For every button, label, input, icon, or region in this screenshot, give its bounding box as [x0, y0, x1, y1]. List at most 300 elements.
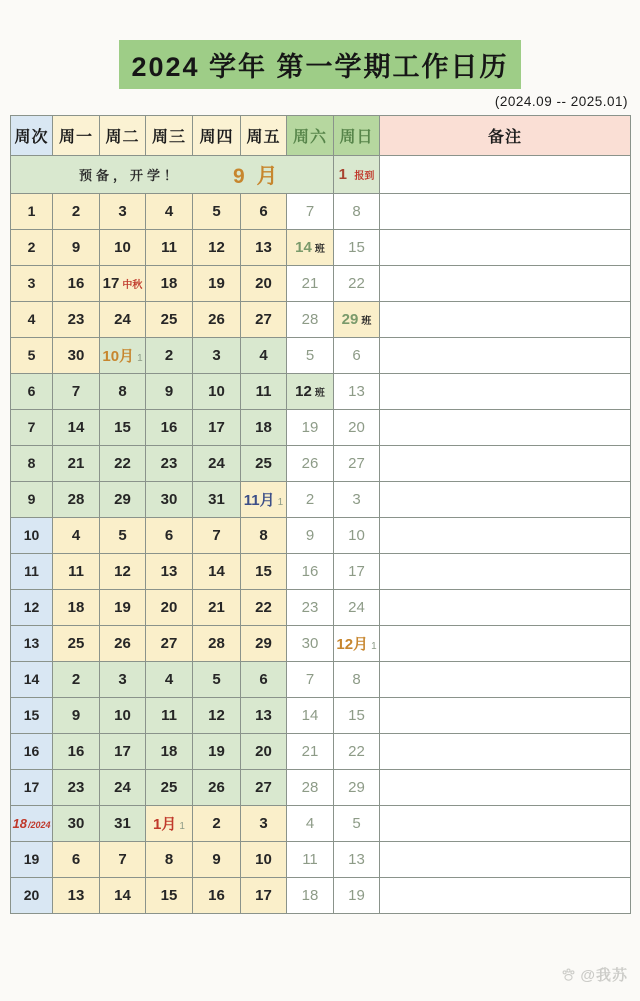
day-cell: [334, 590, 380, 626]
day-cell: [287, 338, 334, 374]
day-cell: [146, 770, 193, 806]
day-cell: [53, 770, 100, 806]
day-cell: [146, 554, 193, 590]
day-number: 29: [255, 634, 272, 652]
day-number: 20: [160, 598, 178, 616]
day-number: 26: [208, 310, 225, 328]
week-number-cell: [11, 482, 53, 518]
date-range: (2024.09 -- 2025.01): [494, 94, 628, 109]
day-cell: [193, 410, 241, 446]
day-number: 11: [161, 706, 177, 724]
day-number: 3: [259, 814, 268, 832]
day-number: 2: [212, 814, 221, 832]
day-number: 13: [255, 706, 272, 724]
day-suffix: 报到: [354, 170, 375, 182]
day-cell: [100, 878, 146, 914]
day-number: 11: [255, 382, 272, 400]
week-row: [11, 698, 631, 734]
day-cell: [287, 410, 334, 446]
day-number: 26: [301, 454, 319, 472]
day-cell: [193, 698, 241, 734]
day-cell: [241, 194, 287, 230]
day-number: 19: [208, 742, 225, 760]
header-week: 周次: [11, 116, 53, 156]
day-number: 12: [23, 598, 40, 615]
day-cell: [241, 806, 287, 842]
day-cell: [287, 446, 334, 482]
day-number: 10: [114, 238, 131, 256]
day-cell: [193, 590, 241, 626]
day-number: 22: [255, 598, 272, 616]
day-suffix: 班: [314, 387, 325, 399]
day-number: 15: [255, 562, 272, 580]
day-number: 20: [348, 418, 365, 436]
day-number: 22: [348, 742, 365, 760]
week-row: [11, 302, 631, 338]
week-number-cell: [11, 374, 53, 410]
day-number: 23: [160, 454, 178, 472]
day-number: 13: [67, 886, 85, 904]
day-number: 19: [23, 850, 40, 867]
day-cell: [53, 662, 100, 698]
day-number: 16: [160, 418, 178, 436]
day-number: 5: [352, 814, 361, 832]
day-cell: [241, 698, 287, 734]
day-number: 11: [302, 850, 318, 868]
day-cell: [287, 770, 334, 806]
day-number: 15: [23, 706, 40, 723]
day-cell: [193, 734, 241, 770]
day-cell: [146, 410, 193, 446]
day-suffix: 1: [137, 353, 143, 364]
report-day-cell: [334, 156, 380, 194]
day-cell: [334, 554, 380, 590]
day-cell: [53, 230, 100, 266]
week-number-cell: [11, 734, 53, 770]
day-cell: [241, 266, 287, 302]
day-number: 1: [338, 165, 347, 183]
day-cell: [193, 806, 241, 842]
day-number: 20: [255, 742, 272, 760]
day-cell: [287, 806, 334, 842]
day-cell: [146, 374, 193, 410]
day-number: 23: [67, 310, 85, 328]
day-number: 16: [67, 742, 85, 760]
day-number: 10: [348, 526, 365, 544]
day-number: 5: [212, 202, 221, 220]
day-cell: [100, 626, 146, 662]
day-cell: [53, 266, 100, 302]
calendar-table: [10, 115, 631, 914]
day-cell: [287, 374, 334, 410]
day-number: 30: [67, 814, 85, 832]
day-cell: [53, 482, 100, 518]
day-cell: [334, 734, 380, 770]
remark-cell: [380, 482, 631, 518]
day-cell: [334, 626, 380, 662]
day-number: 9: [27, 490, 36, 507]
day-cell: [193, 302, 241, 338]
day-cell: [100, 374, 146, 410]
day-number: 8: [352, 202, 361, 220]
day-number: 23: [67, 778, 85, 796]
day-suffix: /2024: [27, 819, 51, 830]
day-number: 27: [348, 454, 365, 472]
day-number: 28: [67, 490, 85, 508]
week-number-cell: [11, 518, 53, 554]
day-number: 27: [160, 634, 178, 652]
day-number: 6: [352, 346, 361, 364]
day-number: 28: [301, 778, 319, 796]
day-cell: [287, 878, 334, 914]
day-cell: [53, 842, 100, 878]
day-number: 21: [301, 742, 319, 760]
day-cell: [53, 338, 100, 374]
header-thu: 周四: [193, 116, 241, 156]
remark-cell: [380, 698, 631, 734]
day-cell: [241, 410, 287, 446]
day-cell: [146, 230, 193, 266]
remark-cell: [380, 338, 631, 374]
day-number: 14: [114, 886, 131, 904]
week-number-cell: [11, 302, 53, 338]
day-cell: [53, 194, 100, 230]
remark-cell: [380, 156, 631, 194]
day-cell: [287, 302, 334, 338]
remark-cell: [380, 878, 631, 914]
day-cell: [287, 230, 334, 266]
day-number: 3: [27, 274, 36, 291]
remark-cell: [380, 518, 631, 554]
week-row: [11, 410, 631, 446]
day-number: 8: [118, 382, 127, 400]
day-number: 29: [348, 778, 365, 796]
day-cell: [334, 842, 380, 878]
day-number: 6: [259, 670, 268, 688]
day-cell: [241, 338, 287, 374]
week-number-cell: [11, 410, 53, 446]
day-number: 31: [114, 814, 131, 832]
day-number: 19: [301, 418, 319, 436]
day-cell: [241, 770, 287, 806]
day-number: 11月: [243, 492, 275, 509]
day-cell: [241, 374, 287, 410]
day-number: 28: [208, 634, 225, 652]
header-remark: 备注: [380, 116, 631, 156]
day-cell: [287, 266, 334, 302]
day-number: 4: [164, 202, 174, 220]
week-number-cell: [11, 626, 53, 662]
day-number: 12月: [336, 636, 369, 653]
day-number: 26: [208, 778, 225, 796]
week-row: [11, 842, 631, 878]
day-number: 12: [295, 382, 312, 400]
day-cell: [100, 266, 146, 302]
day-cell: [287, 626, 334, 662]
header-tue: 周二: [100, 116, 146, 156]
week-row: [11, 770, 631, 806]
day-number: 27: [255, 310, 272, 328]
day-cell: [146, 590, 193, 626]
remark-cell: [380, 194, 631, 230]
week-number-cell: [11, 194, 53, 230]
day-number: 18: [255, 418, 272, 436]
remark-cell: [380, 410, 631, 446]
day-cell: [53, 698, 100, 734]
day-cell: [334, 482, 380, 518]
header-mon: 周一: [53, 116, 100, 156]
day-cell: [241, 518, 287, 554]
day-number: 10: [114, 706, 131, 724]
day-cell: [241, 446, 287, 482]
week-number-cell: [11, 806, 53, 842]
day-cell: [193, 266, 241, 302]
day-cell: [287, 554, 334, 590]
day-cell: [241, 482, 287, 518]
day-number: 5: [118, 526, 127, 544]
day-cell: [287, 734, 334, 770]
day-number: 14: [295, 238, 312, 256]
day-cell: [100, 410, 146, 446]
day-number: 25: [160, 310, 178, 328]
week-row: [11, 338, 631, 374]
day-number: 15: [348, 238, 365, 256]
day-cell: [100, 302, 146, 338]
day-number: 9: [305, 526, 315, 544]
day-cell: [241, 302, 287, 338]
day-cell: [334, 338, 380, 374]
day-number: 23: [301, 598, 319, 616]
day-number: 13: [348, 382, 365, 400]
day-number: 15: [114, 418, 131, 436]
day-number: 31: [208, 490, 225, 508]
day-number: 9: [71, 238, 81, 256]
day-cell: [53, 518, 100, 554]
day-cell: [53, 374, 100, 410]
day-number: 17: [23, 778, 40, 795]
day-cell: [241, 554, 287, 590]
title-bar: [0, 40, 640, 89]
day-cell: [100, 590, 146, 626]
day-number: 3: [118, 202, 127, 220]
day-cell: [100, 194, 146, 230]
day-number: 4: [71, 526, 81, 544]
day-cell: [100, 518, 146, 554]
day-number: 17: [348, 562, 365, 580]
day-number: 3: [118, 670, 127, 688]
day-cell: [146, 842, 193, 878]
day-cell: [100, 770, 146, 806]
day-number: 16: [23, 742, 40, 759]
day-cell: [287, 662, 334, 698]
day-cell: [241, 662, 287, 698]
day-number: 28: [301, 310, 319, 328]
day-number: 13: [255, 238, 272, 256]
header-sun: 周日: [334, 116, 380, 156]
day-cell: [241, 626, 287, 662]
day-cell: [287, 482, 334, 518]
day-cell: [146, 302, 193, 338]
day-cell: [146, 806, 193, 842]
day-cell: [287, 518, 334, 554]
day-number: 16: [301, 562, 319, 580]
week-row: [11, 374, 631, 410]
day-cell: [193, 230, 241, 266]
day-cell: [53, 878, 100, 914]
day-number: 29: [114, 490, 131, 508]
remark-cell: [380, 770, 631, 806]
week-number-cell: [11, 662, 53, 698]
day-cell: [100, 338, 146, 374]
month-row: [11, 156, 631, 194]
remark-cell: [380, 446, 631, 482]
day-number: 5: [305, 346, 315, 364]
remark-cell: [380, 590, 631, 626]
day-number: 19: [114, 598, 131, 616]
day-number: 21: [301, 274, 319, 292]
day-number: 8: [259, 526, 268, 544]
day-number: 14: [23, 670, 40, 687]
day-number: 12: [208, 706, 225, 724]
day-cell: [100, 806, 146, 842]
paw-icon: [560, 966, 577, 983]
week-number-cell: [11, 770, 53, 806]
day-suffix: 班: [314, 243, 325, 255]
day-suffix: 中秋: [122, 279, 143, 291]
remark-cell: [380, 842, 631, 878]
day-number: 14: [301, 706, 319, 724]
day-number: 14: [208, 562, 225, 580]
header-wed: 周三: [146, 116, 193, 156]
day-number: 6: [71, 850, 81, 868]
day-number: 20: [255, 274, 272, 292]
day-number: 14: [67, 418, 85, 436]
week-number-cell: [11, 554, 53, 590]
remark-cell: [380, 626, 631, 662]
day-number: 19: [208, 274, 225, 292]
day-number: 21: [208, 598, 225, 616]
day-cell: [193, 662, 241, 698]
week-row: [11, 590, 631, 626]
day-number: 12: [208, 238, 225, 256]
day-number: 25: [67, 634, 85, 652]
day-cell: [193, 842, 241, 878]
week-row: [11, 554, 631, 590]
week-row: [11, 446, 631, 482]
day-cell: [334, 194, 380, 230]
day-cell: [146, 482, 193, 518]
day-number: 26: [114, 634, 131, 652]
day-cell: [287, 698, 334, 734]
day-cell: [193, 770, 241, 806]
day-number: 19: [348, 886, 365, 904]
day-number: 9: [164, 382, 174, 400]
day-cell: [100, 554, 146, 590]
day-number: 11: [68, 562, 84, 580]
day-number: 18: [12, 815, 27, 831]
day-cell: [334, 374, 380, 410]
day-number: 11: [161, 238, 177, 256]
day-cell: [334, 410, 380, 446]
day-cell: [53, 410, 100, 446]
day-cell: [146, 698, 193, 734]
day-number: 22: [114, 454, 131, 472]
day-cell: [53, 446, 100, 482]
remark-cell: [380, 374, 631, 410]
day-number: 9: [71, 706, 81, 724]
day-cell: [53, 590, 100, 626]
day-cell: [100, 662, 146, 698]
week-row: [11, 266, 631, 302]
month-note: 预备，开学！: [79, 168, 182, 183]
day-cell: [287, 590, 334, 626]
header-sat: 周六: [287, 116, 334, 156]
day-suffix: 1: [371, 641, 377, 652]
day-cell: [146, 662, 193, 698]
day-number: 25: [255, 454, 272, 472]
day-number: 16: [67, 274, 85, 292]
day-number: 8: [352, 670, 361, 688]
day-cell: [146, 446, 193, 482]
remark-cell: [380, 806, 631, 842]
day-number: 10: [23, 526, 40, 543]
week-number-cell: [11, 878, 53, 914]
day-cell: [100, 734, 146, 770]
day-number: 18: [301, 886, 319, 904]
day-number: 16: [208, 886, 225, 904]
day-number: 9: [212, 850, 221, 868]
day-number: 6: [164, 526, 174, 544]
day-number: 7: [27, 418, 36, 435]
day-cell: [241, 230, 287, 266]
day-number: 8: [164, 850, 174, 868]
day-cell: [100, 446, 146, 482]
day-cell: [287, 194, 334, 230]
day-cell: [146, 518, 193, 554]
day-cell: [146, 194, 193, 230]
day-number: 30: [67, 346, 85, 364]
day-number: 24: [114, 778, 131, 796]
month-label: 9 月: [233, 164, 281, 188]
day-cell: [146, 338, 193, 374]
day-number: 17: [208, 418, 225, 436]
day-number: 2: [71, 670, 81, 688]
remark-cell: [380, 554, 631, 590]
day-number: 13: [348, 850, 365, 868]
day-number: 12: [114, 562, 131, 580]
week-number-cell: [11, 338, 53, 374]
day-cell: [193, 338, 241, 374]
day-number: 8: [27, 454, 36, 471]
day-number: 17: [255, 886, 272, 904]
day-number: 24: [208, 454, 225, 472]
day-number: 21: [67, 454, 85, 472]
day-cell: [193, 446, 241, 482]
week-row: [11, 626, 631, 662]
day-number: 5: [212, 670, 221, 688]
week-number-cell: [11, 590, 53, 626]
day-cell: [146, 878, 193, 914]
day-cell: [334, 770, 380, 806]
day-suffix: 1: [179, 821, 185, 832]
day-cell: [146, 734, 193, 770]
day-number: 7: [305, 202, 315, 220]
page-title: 2024 学年 第一学期工作日历: [119, 40, 520, 89]
day-number: 3: [212, 346, 221, 364]
day-number: 17: [114, 742, 131, 760]
day-cell: [334, 230, 380, 266]
day-cell: [193, 194, 241, 230]
